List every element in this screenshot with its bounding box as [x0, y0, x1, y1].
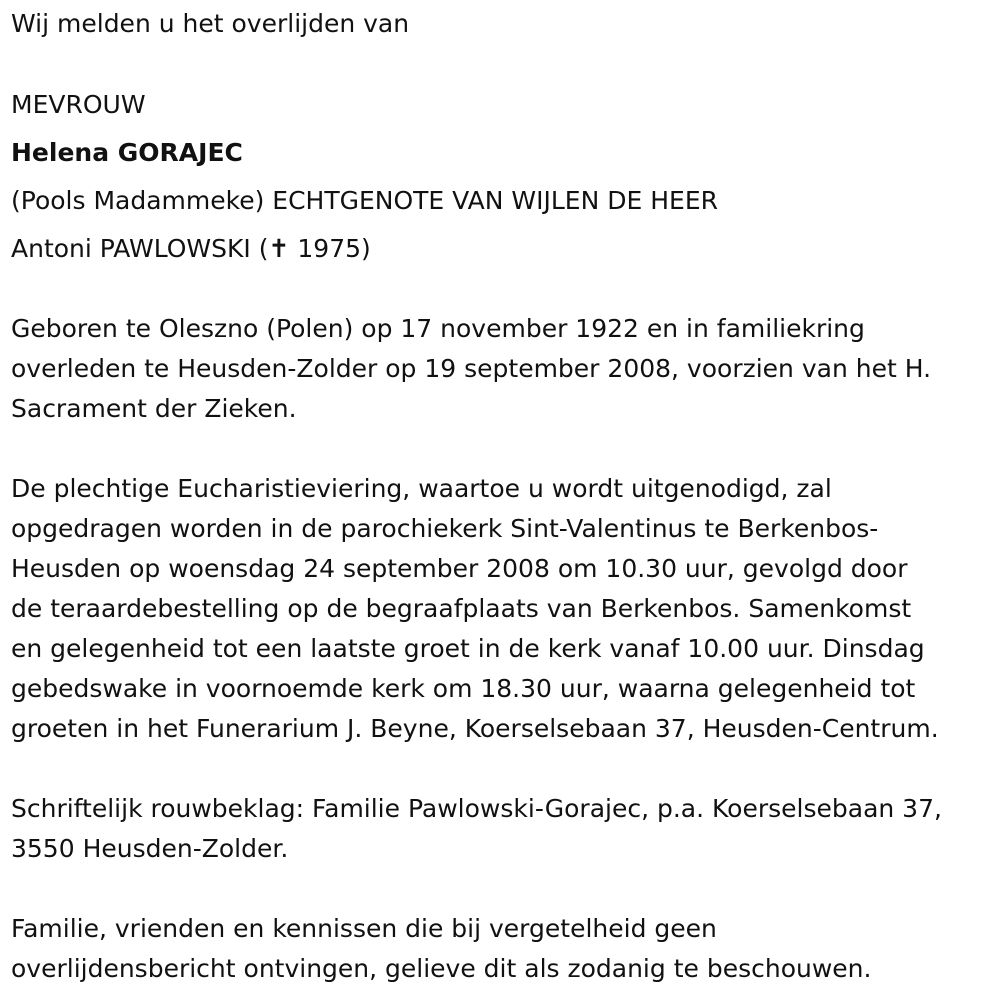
final-line: overlijdensbericht ontvingen, gelieve dit als zodanig te beschouwen. — [11, 954, 872, 983]
birth-line: Sacrament der Zieken. — [11, 394, 297, 423]
birth-line: Geboren te Oleszno (Polen) op 17 november 1922 en in familiekring — [11, 314, 865, 343]
deceased-name: Helena GORAJEC — [11, 138, 243, 167]
husband-line: Antoni PAWLOWSKI (✝ 1975) — [11, 234, 371, 263]
mass-line: groeten in het Funerarium J. Beyne, Koerselsebaan 37, Heusden-Centrum. — [11, 714, 939, 743]
mass-line: opgedragen worden in de parochiekerk Sint-Valentinus te Berkenbos- — [11, 514, 879, 543]
honorific-title: MEVROUW — [11, 90, 146, 119]
mass-line: de teraardebestelling op de begraafplaats van Berkenbos. Samenkomst — [11, 594, 912, 623]
mass-line: De plechtige Eucharistieviering, waartoe u wordt uitgenodigd, zal — [11, 474, 832, 503]
final-line: Familie, vrienden en kennissen die bij vergetelheid geen — [11, 914, 717, 943]
condolence-line: 3550 Heusden-Zolder. — [11, 834, 289, 863]
nickname-line: (Pools Madammeke) ECHTGENOTE VAN WIJLEN DE HEER — [11, 186, 719, 215]
birth-paragraph — [11, 309, 931, 429]
intro-line: Wij melden u het overlijden van — [11, 9, 410, 38]
mass-paragraph — [11, 469, 939, 749]
mass-line: Heusden op woensdag 24 september 2008 om 10.30 uur, gevolgd door — [11, 554, 908, 583]
mass-line: en gelegenheid tot een laatste groet in de kerk vanaf 10.00 uur. Dinsdag — [11, 634, 925, 663]
condolence-paragraph — [11, 789, 942, 869]
condolence-line: Schriftelijk rouwbeklag: Familie Pawlowski-Gorajec, p.a. Koerselsebaan 37, — [11, 794, 942, 823]
mass-line: gebedswake in voornoemde kerk om 18.30 uur, waarna gelegenheid tot — [11, 674, 916, 703]
final-paragraph — [11, 909, 871, 989]
birth-line: overleden te Heusden-Zolder op 19 september 2008, voorzien van het H. — [11, 354, 932, 383]
